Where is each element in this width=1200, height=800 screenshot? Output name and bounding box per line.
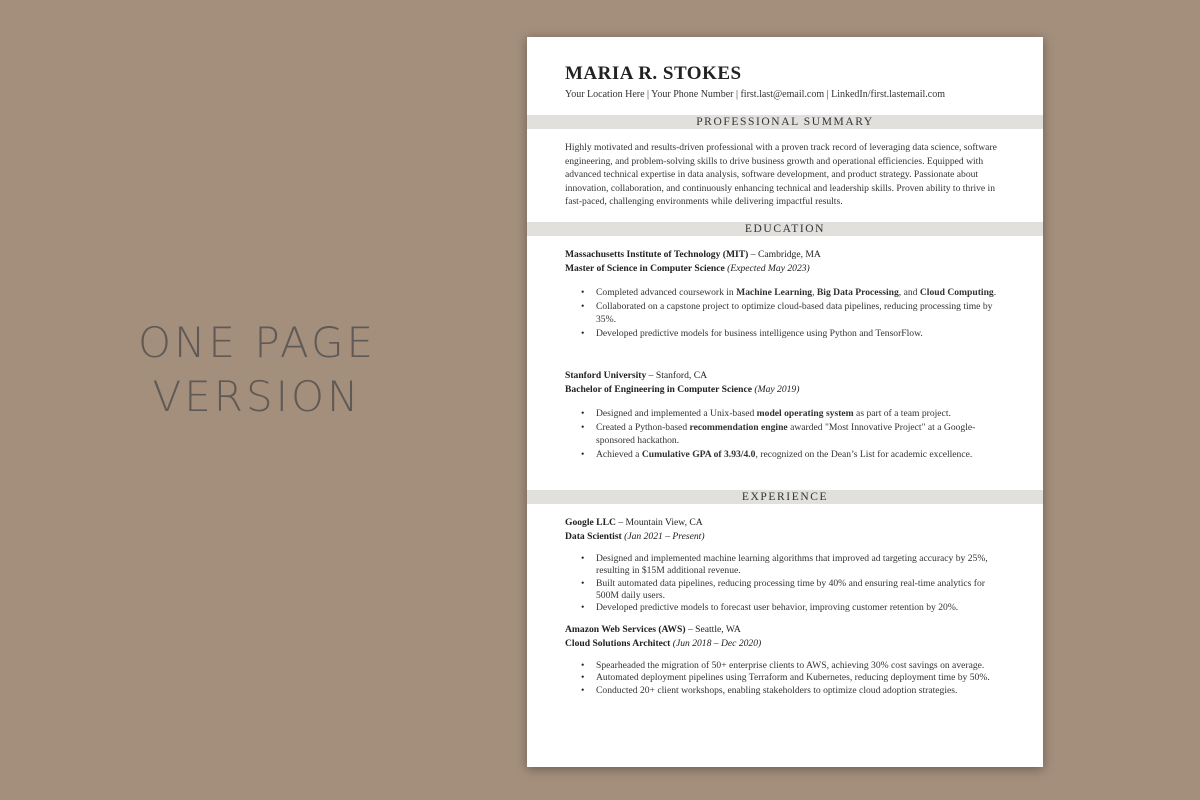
experience-entry: [565, 516, 1015, 614]
company-location: – Mountain View, CA: [615, 517, 703, 528]
section-header-experience: EXPERIENCE: [527, 490, 1043, 504]
education-entry: [565, 369, 1015, 461]
job-dates: (Jan 2021 – Present): [621, 530, 705, 542]
degree-name: Master of Science in Computer Science: [565, 262, 725, 274]
school-location: – Cambridge, MA: [748, 249, 821, 260]
education-entry: [565, 248, 1015, 340]
list-item: • Developed predictive models to forecast user behavior, improving customer retention by 20%.: [565, 602, 1006, 614]
list-item: • Designed and implemented a Unix-based model operating system as part of a team project.: [565, 408, 1006, 420]
company-name: Amazon Web Services (AWS): [565, 624, 686, 635]
resume-page: [527, 37, 1043, 767]
resume-contact: Your Location Here | Your Phone Number | first.last@email.com | LinkedIn/first.lastemail.com: [565, 89, 945, 100]
tagline-line-2: VERSION: [152, 372, 362, 421]
degree-name: Bachelor of Engineering in Computer Science: [565, 383, 752, 395]
summary-text: Highly motivated and results-driven professional with a proven track record of leveraging data science, software engineering, and problem-solving skills to drive business growth and operational efficiencies. Equipped with advanced technical expertise in data analysis, software development, and product strategy. Passionate about innovation, collaboration, and continuously enhancing technical and leadership skills. Proven ability to thrive in fast-paced, challenging environments while delivering impactful results.: [565, 142, 997, 208]
degree-dates: (May 2019): [751, 383, 800, 395]
list-item: • Built automated data pipelines, reducing processing time by 40% and ensuring real-time analytics for 500M daily users.: [565, 578, 1006, 602]
list-item: • Completed advanced coursework in Machine Learning, Big Data Processing, and Cloud Computing.: [565, 287, 1006, 299]
section-header-education: EDUCATION: [527, 222, 1043, 236]
list-item: • Created a Python-based recommendation engine awarded "Most Innovative Project" at a Google-sponsored hackathon.: [565, 422, 1006, 446]
list-item: • Automated deployment pipelines using Terraform and Kubernetes, reducing deployment time by 50%.: [565, 672, 1006, 684]
degree-dates: (Expected May 2023): [724, 262, 810, 274]
experience-entry: [565, 623, 1015, 697]
list-item: • Developed predictive models for business intelligence using Python and TensorFlow.: [565, 328, 1006, 340]
company-location: – Seattle, WA: [685, 624, 741, 635]
school-name: Massachusetts Institute of Technology (MIT): [565, 249, 749, 260]
list-item: • Designed and implemented machine learning algorithms that improved ad targeting accuracy by 25%, resulting in $15M additional revenue.: [565, 553, 1006, 577]
list-item: • Achieved a Cumulative GPA of 3.93/4.0, recognized on the Dean’s List for academic excellence.: [565, 449, 1006, 461]
job-title: Data Scientist: [565, 530, 622, 542]
job-title: Cloud Solutions Architect: [565, 637, 671, 649]
job-dates: (Jun 2018 – Dec 2020): [670, 637, 762, 649]
school-name: Stanford University: [565, 370, 647, 381]
resume-name: MARIA R. STOKES: [565, 63, 742, 84]
tagline-line-1: ONE PAGE: [137, 318, 377, 367]
school-location: – Stanford, CA: [646, 370, 708, 381]
list-item: • Collaborated on a capstone project to optimize cloud-based data pipelines, reducing processing time by 35%.: [565, 301, 1006, 325]
list-item: • Spearheaded the migration of 50+ enterprise clients to AWS, achieving 30% cost savings on average.: [565, 660, 1006, 672]
promo-tagline: [92, 316, 422, 424]
company-name: Google LLC: [565, 517, 616, 528]
section-header-summary: PROFESSIONAL SUMMARY: [527, 115, 1043, 129]
list-item: • Conducted 20+ client workshops, enabling stakeholders to optimize cloud adoption strategies.: [565, 685, 1006, 697]
